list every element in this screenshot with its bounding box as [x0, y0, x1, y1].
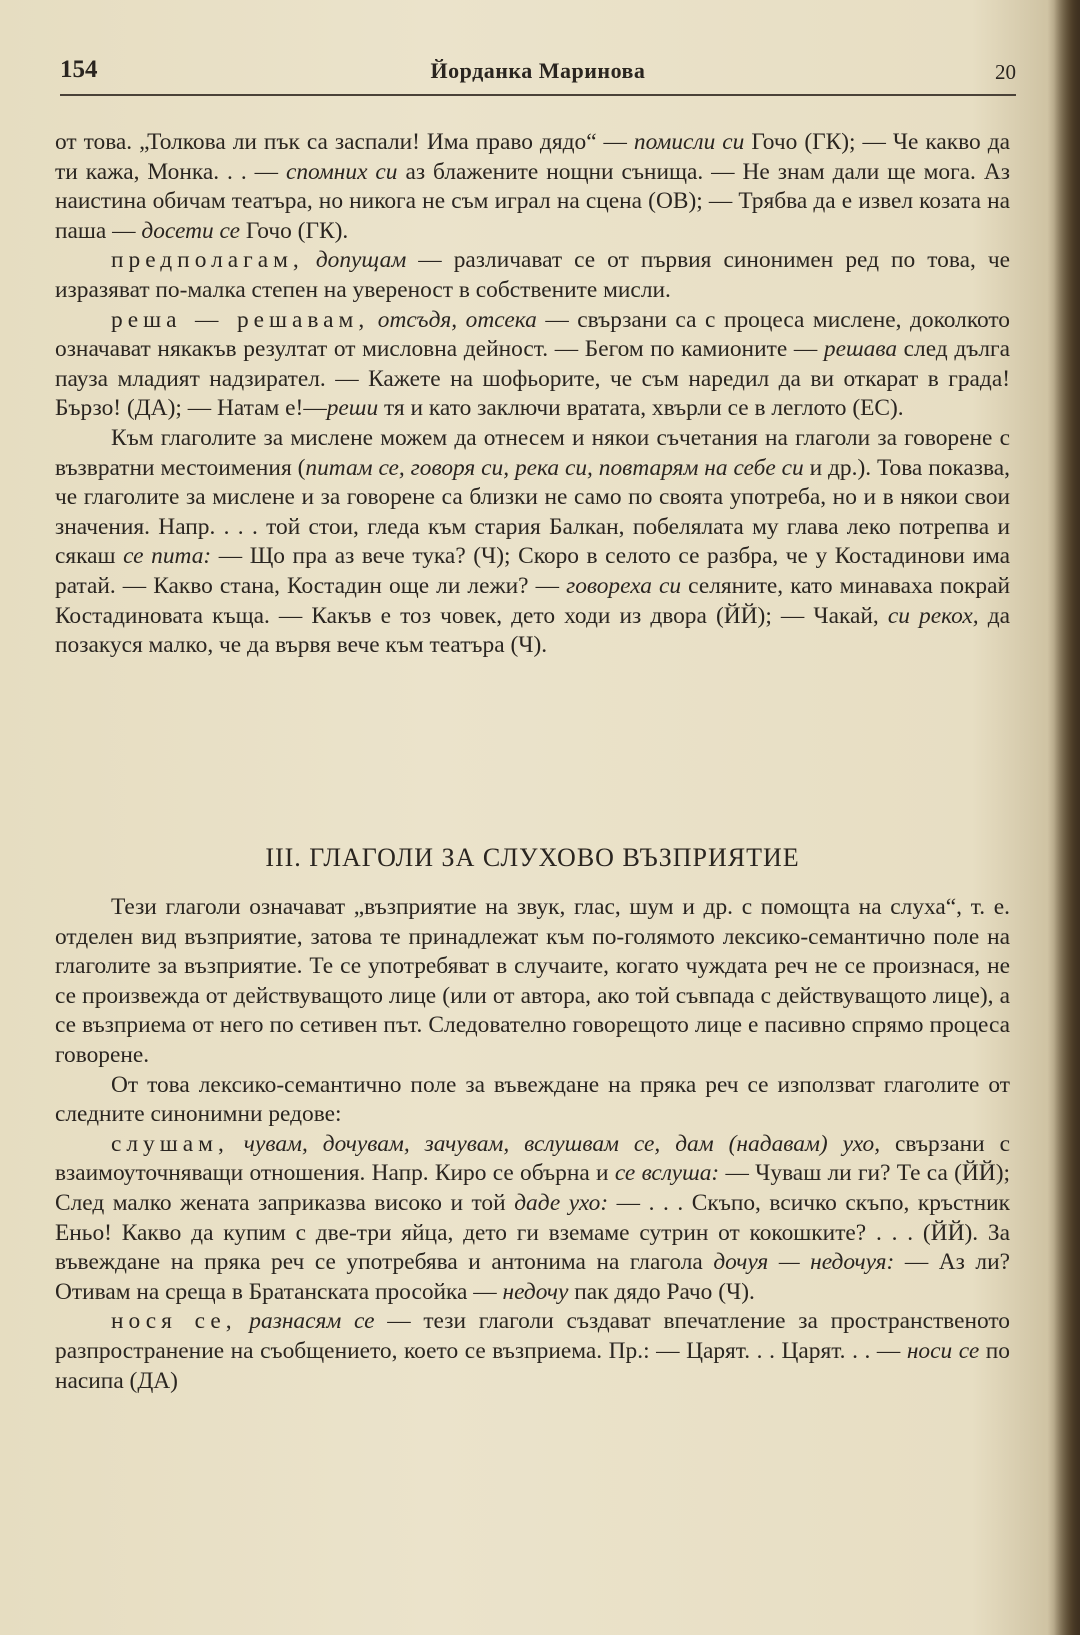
paragraph-4: Към глаголите за мислене можем да отнесем и някои съчетания на глаголи за говорене с възвратни местоимения (питам се, говоря си, река си, повтарям на себе си и др.). Това показва, че глаголите за мислене и за говорене са близки не само по своята употреба, но и в някои свои значения. Напр. . . . той стои, гледа към стария Балкан, побелялата му глава леко потрепва и сякаш се пита: — Що пра аз вече тука? (Ч); Скоро в селото се разбра, че у Костадинови има ратай. — Какво стана, Костадин още ли лежи? — говореха си селяните, като минаваха покрай Костадиновата къща. — Какъв е тоз човек, дето ходи из двора (ЙЙ); — Чакай, си рекох, да позакуся малко, че да вървя вече към театъра (Ч). [55, 424, 1011, 659]
paragraph-2: предполагам, допущам — различават се от първия синонимен ред по това, че изразяват по-малка степен на увереност в собствените мисли. [55, 247, 1010, 303]
spaced-term: реша — решавам, [111, 306, 370, 333]
paragraph-3: реша — решавам, отсъдя, отсека — свързани са с процеса мислене, доколкото означават някакъв резултат от мисловна дейност. — Бегом по камионите — решава след дълга пауза младият надзирател. — Кажете на шофьорите, че съм наредил да ви откарат в града! Бързо! (ДА); — Натам е!—реши тя и като заключи вратата, хвърли се в леглото (ЕС). [55, 306, 1010, 422]
paragraph-6: От това лексико-семантично поле за въвеждане на пряка реч се използват глаголите от следните синонимни редове: [55, 1071, 1010, 1128]
paragraph-7: слушам, чувам, дочувам, зачувам, вслушвам се, дам (надавам) ухо, свързани с взаимоуточняващи отношения. Напр. Киро се обърна и се вслуша: — Чуваш ли ги? Те са (ЙЙ); След малко жената заприказва високо и той даде ухо: — . . . Скъпо, всичко скъпо, кръстник Еньо! Какво да купим с две-три яйца, дето ги вземаме сутрин от кокошките? . . . (ЙЙ). За въвеждане на пряка реч се употребява и антонима на глагола дочуя — недочуя: — Аз ли? Отивам на среща в Братанската просойка — недочу пак дядо Рачо (Ч). [55, 1130, 1011, 1305]
running-header [60, 56, 1016, 96]
paragraph-1: от това. „Толкова ли пък са заспали! Има право дядо“ — помисли си Гочо (ГК); — Че какво да ти кажа, Монка. . . — спомних си аз блажените нощни сънища. — Не знам дали ще мога. Аз наистина обичам театъра, но никога не съм играл на сцена (ОВ); — Трябва да е извел козата на паша — досети се Гочо (ГК). [55, 129, 1010, 244]
spaced-term: слушам, [111, 1130, 229, 1157]
header-rule [60, 94, 1016, 96]
book-spine-shadow [1054, 0, 1080, 1635]
spaced-term: нося се, [111, 1308, 237, 1335]
paragraph-8: нося се, разнасям се — тези глаголи създават впечатление за пространственото разпространение на съобщението, което се възприема. Пр.: — Царят. . . Царят. . . — носи се по насипа (ДА) [55, 1308, 1010, 1394]
text-block-upper [55, 128, 1010, 661]
paragraph-5: Тези глаголи означават „възприятие на звук, глас, шум и др. с помощта на слуха“, т. е. отделен вид възприятие, затова те принадлежат към по-голямото лексико-семантично поле на глаголите за възприятие. Те се употребяват в случаите, когато чуждата реч не се произнася, не се произвежда от действуващото лице (или от автора, ако той съвпада с действуващото лице), а се възприема от него по сетивен път. Следователно говорещото лице е пасивно спрямо процеса говорене. [55, 894, 1010, 1068]
section-heading: III. ГЛАГОЛИ ЗА СЛУХОВО ВЪЗПРИЯТИЕ [265, 843, 800, 872]
spaced-term: предполагам, [111, 247, 304, 274]
page-number: 154 [60, 56, 98, 83]
text-block-lower [55, 893, 1010, 1396]
running-author: Йорданка Маринова [430, 58, 646, 83]
signature-number: 20 [995, 60, 1016, 84]
